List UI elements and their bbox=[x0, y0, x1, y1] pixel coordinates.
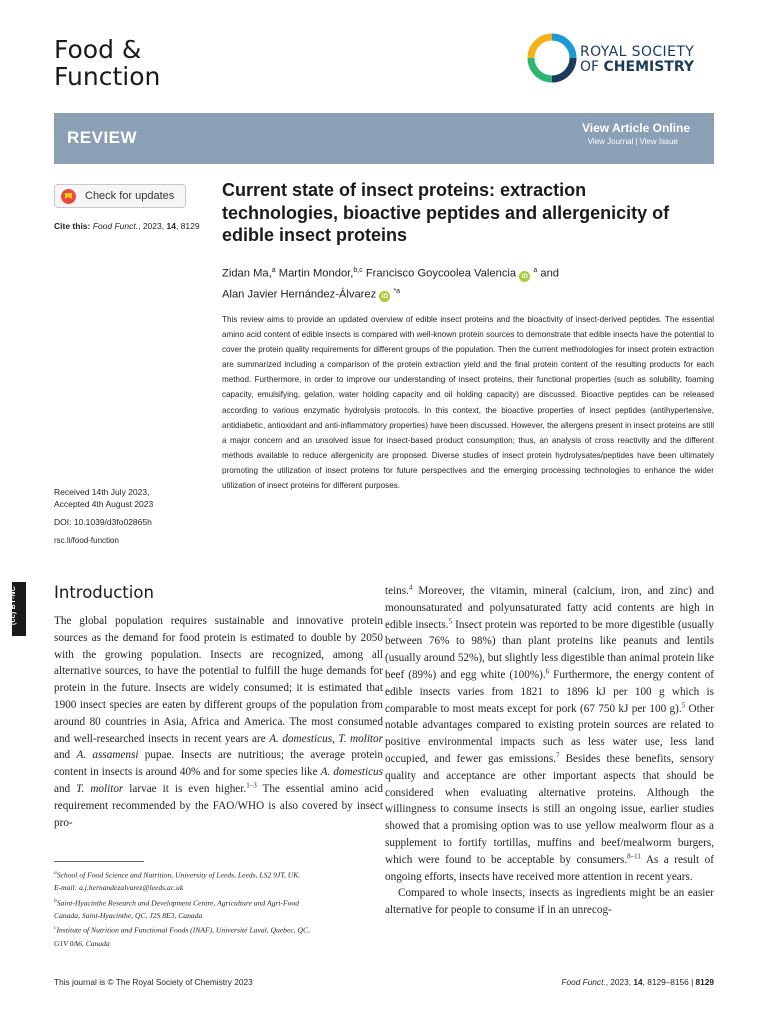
body-column-left bbox=[54, 613, 383, 831]
text-run: pupae. Insects are nutritious; the average protein content in insects is around 40% and for some species like bbox=[54, 749, 384, 779]
text-run: The global population requires sustainable and innovative protein sources as the demand for food protein is estimated to double by 2050 with the growing population. Insects are recognized, among all alternative sources, to have the potential to fulfill the huge demands for protein in the future. Insects are widely consumed; it is estimated that 1900 insect species are eaten by different groups of the population from around 80 countries in Asia, Africa and America. The most consumed and well-researched insects in recent years are bbox=[54, 615, 383, 745]
citation-ref[interactable]: 4 bbox=[408, 583, 413, 592]
citation-ref[interactable]: 5 bbox=[448, 616, 453, 625]
view-issue-link[interactable]: View Issue bbox=[639, 137, 678, 146]
text-run: Moreover, the vitamin, mineral (calcium, iron, and zinc) and monounsaturated and polyunsaturated fatty acid contents are high in edible insects. bbox=[385, 585, 714, 631]
received-date: Received 14th July 2023, bbox=[54, 487, 150, 497]
journal-title-line1: Food & bbox=[54, 35, 142, 64]
author-name: Francisco Goycoolea Valencia bbox=[362, 267, 517, 280]
journal-title bbox=[54, 36, 160, 90]
footer-copyright: This journal is © The Royal Society of Chemistry 2023 bbox=[54, 977, 253, 987]
text-run: A. assamensi bbox=[76, 749, 139, 762]
text-run: , bbox=[332, 732, 339, 745]
page-number: 8129 bbox=[695, 977, 714, 987]
affiliation-b: $^b$Saint-Hyacinthe Research and Development Centre, Agriculture and Agri-Food Canada, Saint-Hyacinthe, QC, J2S 8E3, Canada bbox=[54, 897, 299, 920]
rsc-logo-icon bbox=[527, 33, 577, 83]
view-journal-link[interactable]: View Journal bbox=[587, 137, 634, 146]
abstract: This review aims to provide an updated overview of edible insect proteins and the bioactivity of insect-derived peptides. The essential amino acid content of edible insects is compared with well-known protein sources to demonstrate that edible insects have the potential to cover the protein quality requirements for different groups of the population. Then the current methodologies for insect protein extraction are summarized including a comparison of the protein extraction yield and the final protein content of the resulting products for each method. Furthermore, in order to improve our understanding of insect proteins, their functional properties (such as solubility, foaming capacity, emulsifying, gelation, water holding capacity and oil holding capacity) are discussed. Bioactive peptides can be released according to various enzymatic hydrolysis protocols. In this context, the bioactive properties of insect peptides (antihypertensive, antidiabetic, antioxidant and anti-inflammatory properties) have been discussed. However, the allergens present in insect proteins are still a major concern and an unsolved issue for insect-based product consumption; thus, an analysis of cross reactivity and the different methods available to reduce allergenicity are proposed. Diverse studies of insect protein hydrolysates/peptides have been ultimately promoting the utilization of insect proteins for future perspectives and the emerging processing technologies to enhance the wider utilization of insect proteins for different purposes. bbox=[222, 315, 714, 491]
view-article-online-link[interactable]: View Article Online bbox=[581, 121, 690, 135]
section-heading: Introduction bbox=[54, 583, 154, 602]
author-name: Alan Javier Hernández-Álvarez bbox=[222, 288, 377, 301]
footer-citation: Food Funct., 2023, 14, 8129–8156 | 8129 bbox=[561, 977, 714, 987]
text-run: As a result of ongoing efforts, insects have received more attention in recent years. bbox=[385, 853, 714, 883]
affiliations bbox=[54, 867, 384, 950]
check-updates-label: Check for updates bbox=[85, 190, 175, 202]
text-run: The essential amino acid requirement recommended by the FAO/WHO is also covered by insect pro- bbox=[54, 782, 383, 829]
text-run: Besides these benefits, sensory quality and acceptance are other important aspects that should be considered when evaluating alternative proteins. Although the willingness to consume insects is still an ongoing issue, earlier studies showed that a promising option was to use yellow mealworm flour as a supplement to fortify tortillas, muffins and beef/mealworm burgers, which were found to be acceptable by consumers. bbox=[385, 752, 715, 866]
orcid-icon[interactable]: iD bbox=[379, 291, 390, 302]
affiliation-a: $^a$School of Food Science and Nutrition, University of Leeds, Leeds, LS2 9JT, UK. E-mail: a.j.hernandezalvarez@leeds.ac.uk bbox=[54, 870, 301, 893]
affiliation-c: $^c$Institute of Nutrition and Functional Foods (INAF), Université Laval, Quebec, QC, G1V 0A6, Canada bbox=[54, 925, 310, 948]
text-run: teins. bbox=[385, 585, 409, 597]
review-banner bbox=[54, 113, 714, 164]
journal-title-line2: Function bbox=[54, 62, 161, 91]
footnote-rule bbox=[54, 861, 144, 862]
text-run: and bbox=[54, 749, 77, 762]
text-run: T. molitor bbox=[338, 732, 383, 745]
text-run: A. domesticus bbox=[320, 766, 383, 779]
received-dates bbox=[54, 487, 153, 510]
accepted-date: Accepted 4th August 2023 bbox=[54, 498, 154, 509]
text-run: Furthermore, the energy content of edible insects varies from 1821 to 1896 kJ per 100 g which is comparable to most meats except for pork (67 750 kJ per 100 g). bbox=[385, 668, 714, 715]
banner-links bbox=[587, 137, 679, 146]
article-title: Current state of insect proteins: extraction technologies, bioactive peptides and allergenicity of edible insect proteins bbox=[222, 180, 670, 245]
citation-ref[interactable]: 6 bbox=[545, 667, 550, 676]
citation-ref[interactable]: 7 bbox=[555, 751, 560, 760]
cite-this: Cite this: Food Funct., 2023, 14, 8129 bbox=[54, 221, 200, 231]
publisher-line1: ROYAL SOCIETY bbox=[580, 44, 695, 60]
link-separator: | bbox=[635, 137, 638, 146]
author-name: Zidan Ma, bbox=[222, 267, 272, 280]
body-paragraph bbox=[54, 613, 383, 831]
license-badge-icon[interactable]: (cc) BY-NC bbox=[12, 582, 26, 636]
body-paragraph: Compared to whole insects, insects as ingredients might be an easier alternative for people to consume if in an unrecog- bbox=[385, 887, 714, 917]
publisher-line2: OF CHEMISTRY bbox=[580, 59, 695, 75]
citation-ref[interactable]: 8–11 bbox=[627, 852, 641, 861]
body-paragraph bbox=[385, 583, 714, 885]
check-updates-icon bbox=[60, 188, 77, 205]
orcid-icon[interactable]: iD bbox=[519, 271, 530, 282]
text-run: T. molitor bbox=[76, 782, 124, 795]
text-run: larvae it is even higher. bbox=[123, 782, 247, 795]
doi[interactable]: DOI: 10.1039/d3fo02865h bbox=[54, 517, 152, 527]
author-list: Zidan Ma,$^a$ Martin Mondor,$^{b,c}$ Francisco Goycoolea Valencia iD $^a$ and Alan Javier Hernández-Álvarez iD $^{*a}$ bbox=[222, 267, 560, 301]
text-run: A. domesticus bbox=[269, 732, 333, 745]
author-name: Martin Mondor, bbox=[275, 267, 354, 280]
text-run: Other notable advantages compared to existing protein sources are related to positive environmental impacts such as less water use, less land occupied, and fewer gas emissions. bbox=[385, 702, 714, 765]
text-run: and bbox=[54, 782, 77, 795]
text-run: Insect protein was reported to be more digestible (usually between 76% to 98%) than plant proteins like peanuts and lentils (usually around 52%), but slightly less digestible than animal protein like beef (89%) and egg white (100%). bbox=[385, 618, 714, 681]
publisher-name bbox=[580, 45, 694, 75]
check-for-updates-button[interactable] bbox=[54, 184, 186, 208]
citation-ref[interactable]: 1–3 bbox=[246, 781, 257, 790]
article-type: REVIEW bbox=[67, 128, 138, 147]
citation-ref[interactable]: 5 bbox=[681, 700, 686, 709]
journal-link[interactable]: rsc.li/food-function bbox=[54, 536, 119, 545]
body-column-right bbox=[385, 583, 714, 919]
